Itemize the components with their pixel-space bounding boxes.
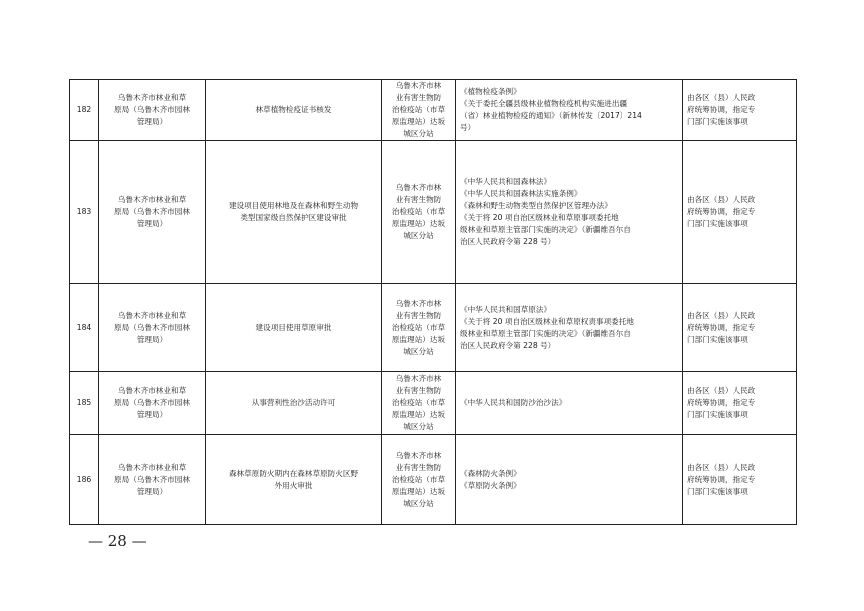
department-cell: 乌鲁木齐市林业和草 原局（乌鲁木齐市园林 管理局）: [99, 141, 206, 284]
department-cell: 乌鲁木齐市林业和草 原局（乌鲁木齐市园林 管理局）: [99, 284, 206, 372]
row-number: 183: [70, 141, 99, 284]
item-name-cell: 从事营利性治沙活动许可: [206, 372, 382, 435]
executing-unit-cell: 乌鲁木齐市林 业有害生物防 治检疫站（市草 原监理站）达坂 城区分站: [382, 435, 456, 525]
item-name-cell: 建设项目使用林地及在森林和野生动物 类型国家级自然保护区建设审批: [206, 141, 382, 284]
table-body: [70, 80, 797, 525]
remark-cell: 由各区（县）人民政 府统筹协调，指定专 门部门实施该事项: [683, 435, 797, 525]
remark-cell: 由各区（县）人民政 府统筹协调，指定专 门部门实施该事项: [683, 372, 797, 435]
legal-basis-cell: 《中华人民共和国草原法》 《关于将 20 项自治区级林业和草原权责事项委托地 级林业和草原主管部门实施的决定》（新疆维吾尔自 治区人民政府令第 228 号）: [456, 284, 683, 372]
legal-basis-cell: 《森林防火条例》 《草原防火条例》: [456, 435, 683, 525]
executing-unit-cell: 乌鲁木齐市林 业有害生物防 治检疫站（市草 原监理站）达坂 城区分站: [382, 284, 456, 372]
item-name-cell: 建设项目使用草原审批: [206, 284, 382, 372]
table-row: [70, 141, 797, 284]
legal-basis-cell: 《中华人民共和国森林法》 《中华人民共和国森林法实施条例》 《森林和野生动物类型自然保护区管理办法》 《关于将 20 项自治区级林业和草原事项委托地 级林业和草原主管部门实施的决定》（新疆维吾尔自 治区人民政府令第 228 号）: [456, 141, 683, 284]
table-row: [70, 284, 797, 372]
row-number: 184: [70, 284, 99, 372]
item-name-cell: 森林草原防火期内在森林草原防火区野 外用火审批: [206, 435, 382, 525]
department-cell: 乌鲁木齐市林业和草 原局（乌鲁木齐市园林 管理局）: [99, 435, 206, 525]
row-number: 185: [70, 372, 99, 435]
authority-table: [69, 79, 797, 525]
legal-basis-cell: 《植物检疫条例》 《关于委托全疆县级林业植物检疫机构实施进出疆 （省）林业植物检疫的通知》（新林传发〔2017〕214 号）: [456, 80, 683, 141]
row-number: 186: [70, 435, 99, 525]
table-row: [70, 80, 797, 141]
remark-cell: 由各区（县）人民政 府统筹协调，指定专 门部门实施该事项: [683, 80, 797, 141]
executing-unit-cell: 乌鲁木齐市林 业有害生物防 治检疫站（市草 原监理站）达坂 城区分站: [382, 80, 456, 141]
table-row: [70, 435, 797, 525]
department-cell: 乌鲁木齐市林业和草 原局（乌鲁木齐市园林 管理局）: [99, 80, 206, 141]
department-cell: 乌鲁木齐市林业和草 原局（乌鲁木齐市园林 管理局）: [99, 372, 206, 435]
page-number: — 28 —: [88, 532, 147, 550]
remark-cell: 由各区（县）人民政 府统筹协调，指定专 门部门实施该事项: [683, 284, 797, 372]
legal-basis-cell: 《中华人民共和国防沙治沙法》: [456, 372, 683, 435]
executing-unit-cell: 乌鲁木齐市林 业有害生物防 治检疫站（市草 原监理站）达坂 城区分站: [382, 141, 456, 284]
remark-cell: 由各区（县）人民政 府统筹协调，指定专 门部门实施该事项: [683, 141, 797, 284]
item-name-cell: 林草植物检疫证书核发: [206, 80, 382, 141]
table-row: [70, 372, 797, 435]
executing-unit-cell: 乌鲁木齐市林 业有害生物防 治检疫站（市草 原监理站）达坂 城区分站: [382, 372, 456, 435]
row-number: 182: [70, 80, 99, 141]
